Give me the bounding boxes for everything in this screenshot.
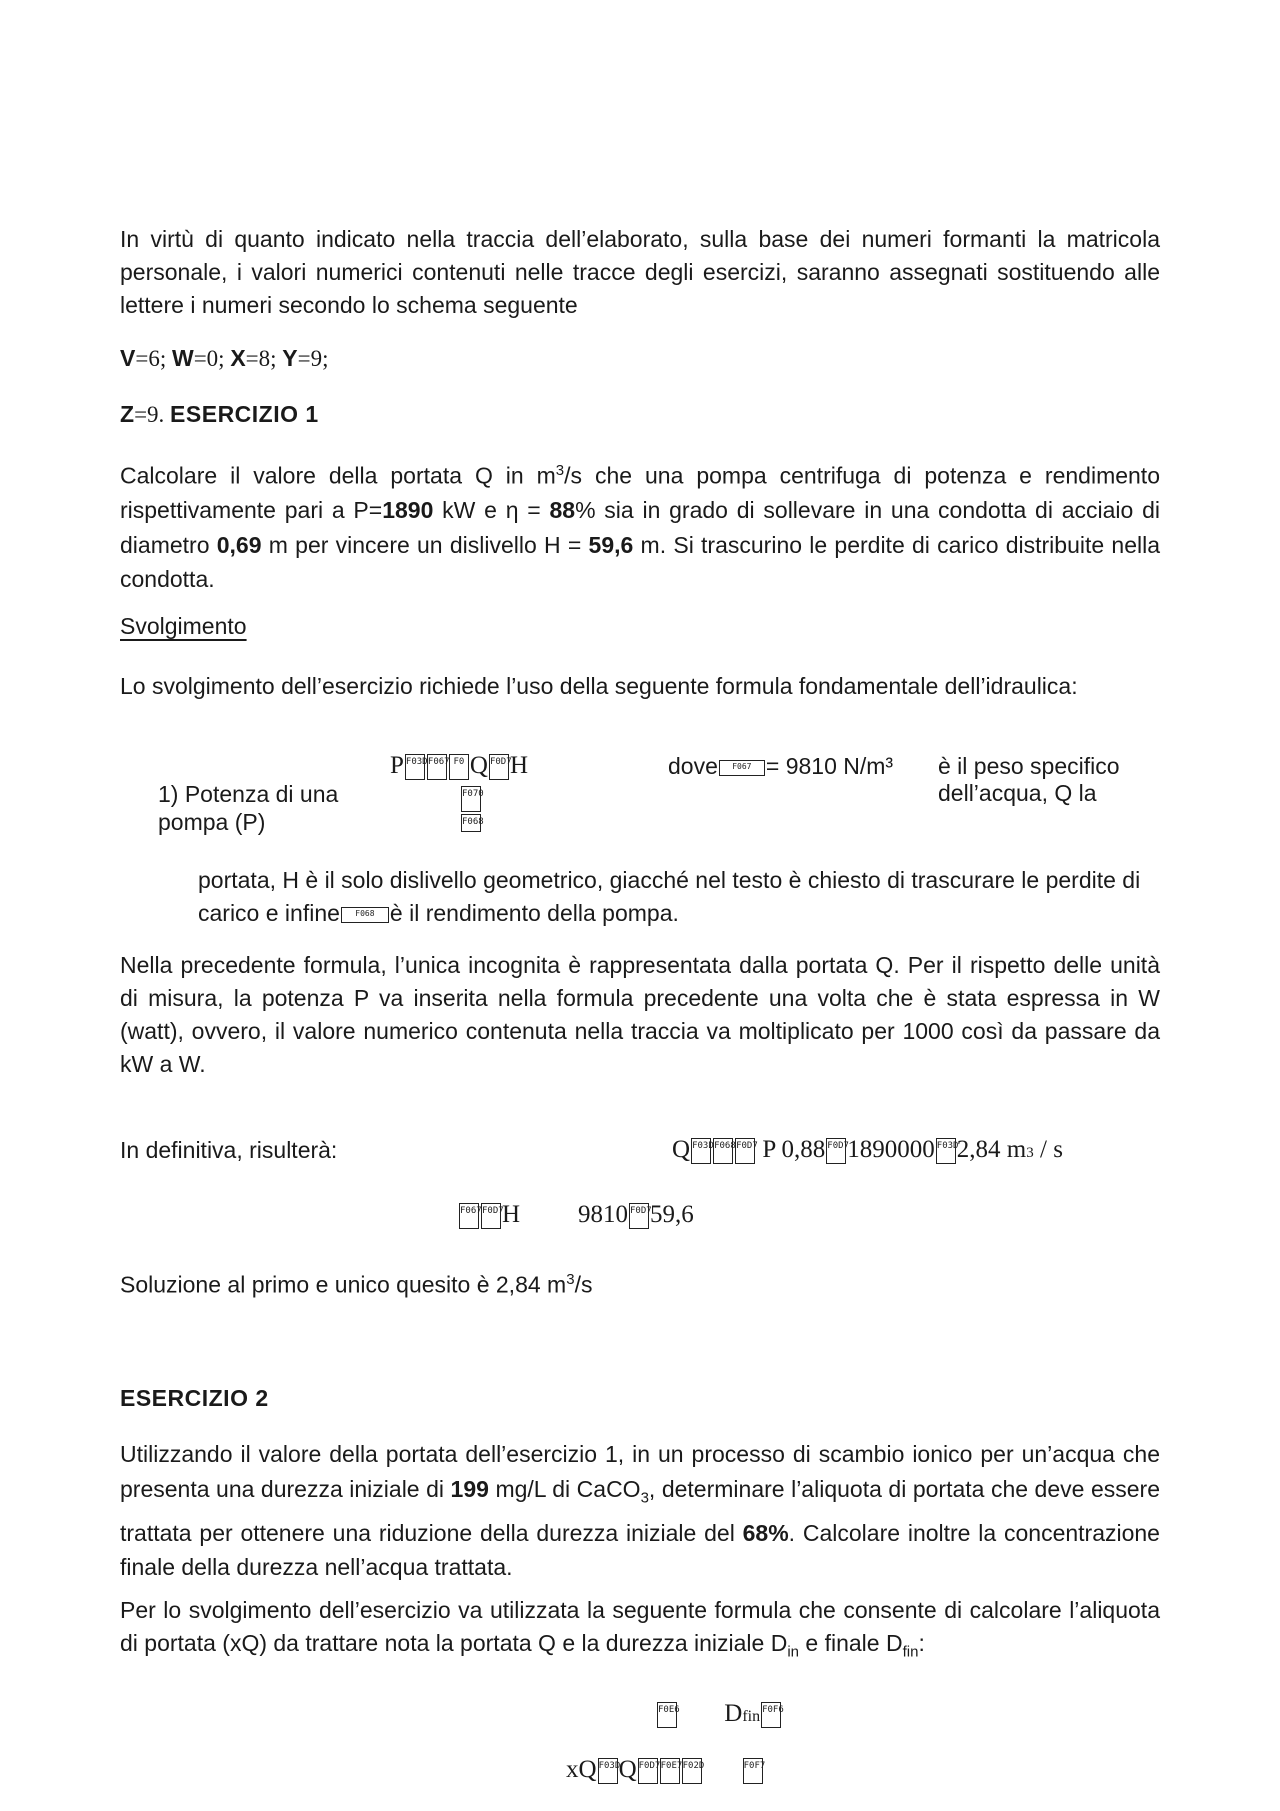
peso-line-2: dell’acqua, Q la [938, 780, 1097, 806]
glyph-box-icon: F0D7 [489, 754, 509, 780]
solution-unit: /s [574, 1271, 593, 1298]
glyph-box-icon: F0E6 [657, 1702, 677, 1728]
glyph-box-icon: F0D7 [638, 1758, 658, 1784]
solution-text: Soluzione al primo e unico quesito è 2,84 m [120, 1271, 567, 1298]
formula-p: P [390, 752, 404, 779]
var-v-label: V [120, 345, 136, 371]
glyph-box-icon: F03D [405, 754, 425, 780]
var-w-value: =0; [193, 346, 231, 371]
solution-sup: 3 [566, 1271, 575, 1288]
glyph-box-icon: F0F7 [743, 1758, 763, 1784]
glyph-box-icon: F0D7 [735, 1138, 755, 1164]
gamma-glyph-icon: F067 [719, 760, 765, 776]
ex2-text-c: , determinare l’aliquota di portata che deve essere trattata per ottenere una riduzione della durezza iniziale del [120, 1475, 1160, 1546]
ex2-text-a: Utilizzando il valore della portata dell’esercizio 1, in un processo di scambio ionico per un’acqua che presenta una durezza iniziale di [120, 1441, 1160, 1502]
result-formula [672, 1136, 1063, 1164]
result-value: 2,84 m [956, 1136, 1027, 1163]
exercise-1-statement [120, 454, 1160, 597]
var-y-value: =9; [297, 346, 329, 371]
glyph-box-icon: F0D7 [826, 1138, 846, 1164]
result-numerator: 1890000 [847, 1136, 935, 1163]
formula-denominator-2 [460, 808, 482, 835]
ex2-formula-text-c: : [918, 1630, 925, 1656]
result-mid: P 0,88 [762, 1136, 826, 1163]
ex1-unit-sup: 3 [555, 462, 565, 479]
result-q: Q [672, 1136, 691, 1163]
ex2-dfin-sub: fin [902, 1643, 919, 1661]
var-w-label: W [171, 345, 194, 371]
var-v-value: =6; [135, 346, 172, 371]
ex1-power-value: 1890 [382, 497, 434, 524]
intro-paragraph: In virtù di quanto indicato nella traccia dell’elaborato, sulla base dei numeri formanti la matricola personale, i valori numerici contenuti nelle tracce degli esercizi, saranno assegnati sostituendo alle lettere i numeri secondo lo schema seguente [120, 226, 1160, 318]
exercise-2-title: ESERCIZIO 2 [120, 1385, 269, 1411]
ex2-hardness-value: 199 [450, 1475, 489, 1502]
result-unit-exp: 3 [1026, 1145, 1034, 1161]
peso-line-1: è il peso specifico [938, 753, 1120, 779]
ex1-text-b: /s che una pompa centrifuga di potenza e rendimento rispettivamente pari a P= [120, 462, 1160, 524]
definitiva-label: In definitiva, risulterà: [120, 1137, 338, 1163]
ex1-diameter-value: 0,69 [216, 531, 262, 558]
explanation-text-b: è il rendimento della pompa. [389, 900, 679, 926]
ex2-text-d: . Calcolare inoltre la concentrazione finale della durezza nell’acqua trattata. [120, 1519, 1160, 1581]
glyph-box-icon: F067 [459, 1203, 479, 1229]
gamma-definition [668, 753, 893, 780]
exercise-1-title: ESERCIZIO 1 [170, 401, 319, 427]
var-x-label: X [230, 345, 246, 371]
formula-q: Q [618, 1756, 637, 1783]
ex2-formula-text-b: e finale D [799, 1630, 903, 1656]
glyph-box-icon: F03D [936, 1138, 956, 1164]
glyph-box-icon: F068 [461, 814, 481, 832]
var-y-label: Y [282, 345, 298, 371]
units-paragraph: Nella precedente formula, l’unica incognita è rappresentata dalla portata Q. Per il rispetto delle unità di misura, la potenza P va inserita nella formula precedente una volta che è stata espressa in W (watt), ovvero, il valore numerico contenuta nella traccia va moltiplicato per 1000 così da passare da kW a W. [120, 952, 1160, 1077]
exercise-2-statement [120, 1437, 1160, 1585]
ex2-din-sub: in [787, 1643, 800, 1661]
ex1-eta-value: 88 [549, 497, 576, 524]
result-denominator [458, 1201, 520, 1229]
formula-d: D [724, 1700, 743, 1727]
formula-q: Q [469, 752, 488, 779]
eta-glyph-icon: F068 [341, 907, 389, 923]
hardness-formula [566, 1756, 764, 1784]
glyph-box-icon: F0D7 [629, 1203, 649, 1229]
ex2-reduction-value: 68% [742, 1519, 789, 1546]
glyph-box-icon: F0D7 [481, 1203, 501, 1229]
glyph-box-icon: F070 [461, 786, 481, 812]
ex2-formula-text-a: Per lo svolgimento dell’esercizio va utilizzata la seguente formula che consente di calcolare l’aliquota di portata (xQ) da trattare nota la portata Q e la durezza iniziale D [120, 1597, 1160, 1656]
glyph-box-icon: F03D [598, 1758, 618, 1784]
denominator-gamma: 9810 [578, 1201, 628, 1228]
formula-h: H [509, 752, 529, 779]
solution-line [120, 1271, 592, 1299]
variables-line [120, 345, 329, 372]
exercise-2-formula-intro [120, 1594, 1160, 1669]
denominator-h: H [502, 1201, 521, 1228]
var-x-value: =8; [245, 346, 283, 371]
var-z-value: =9. [134, 402, 171, 427]
variables-line-2 [120, 401, 319, 428]
glyph-box-icon: F0 [449, 754, 469, 780]
dove-label: dove [668, 753, 718, 779]
glyph-box-icon: F0F6 [761, 1702, 781, 1728]
svolgimento-intro: Lo svolgimento dell’esercizio richiede l’uso della seguente formula fondamentale dell’idraulica: [120, 673, 1078, 699]
formula-explanation [198, 864, 1160, 930]
ex1-text-d: % sia in grado di sollevare in una condotta di acciaio di diametro [120, 497, 1160, 558]
result-unit: / s [1033, 1136, 1063, 1163]
glyph-box-icon: F068 [713, 1138, 733, 1164]
gamma-value: = 9810 N/m³ [765, 753, 894, 779]
ex2-text-b: mg/L di CaCO [488, 1475, 641, 1502]
ex1-text-e: m per vincere un dislivello H = [261, 531, 589, 558]
formula-d-sub: fin [742, 1708, 761, 1725]
glyph-box-icon: F0E7 [660, 1758, 680, 1784]
var-z-label: Z [120, 401, 135, 427]
ex1-text-a: Calcolare il valore della portata Q in m [120, 462, 556, 489]
glyph-box-icon: F03D [691, 1138, 711, 1164]
ex1-text-c: kW e η = [433, 497, 550, 524]
ex2-caco3-sub: 3 [640, 1489, 649, 1507]
ex1-height-value: 59,6 [588, 531, 634, 558]
formula-xq: xQ [566, 1756, 597, 1783]
result-denominator-values [578, 1201, 694, 1229]
power-formula [390, 752, 528, 780]
denominator-height: 59,6 [650, 1201, 694, 1228]
formula-label: 1) Potenza di una pompa (P) [158, 781, 339, 835]
hardness-formula-top [656, 1700, 782, 1728]
peso-specifico-note [938, 753, 1120, 807]
explanation-text-a: portata, H è il solo dislivello geometrico, giacché nel testo è chiesto di trascurare le perdite di carico e infine [198, 867, 1141, 926]
ex1-text-f: m. Si trascurino le perdite di carico distribuite nella condotta. [120, 531, 1160, 593]
svolgimento-heading: Svolgimento [120, 613, 247, 639]
glyph-box-icon: F02D [682, 1758, 702, 1784]
glyph-box-icon: F067 [427, 754, 447, 780]
